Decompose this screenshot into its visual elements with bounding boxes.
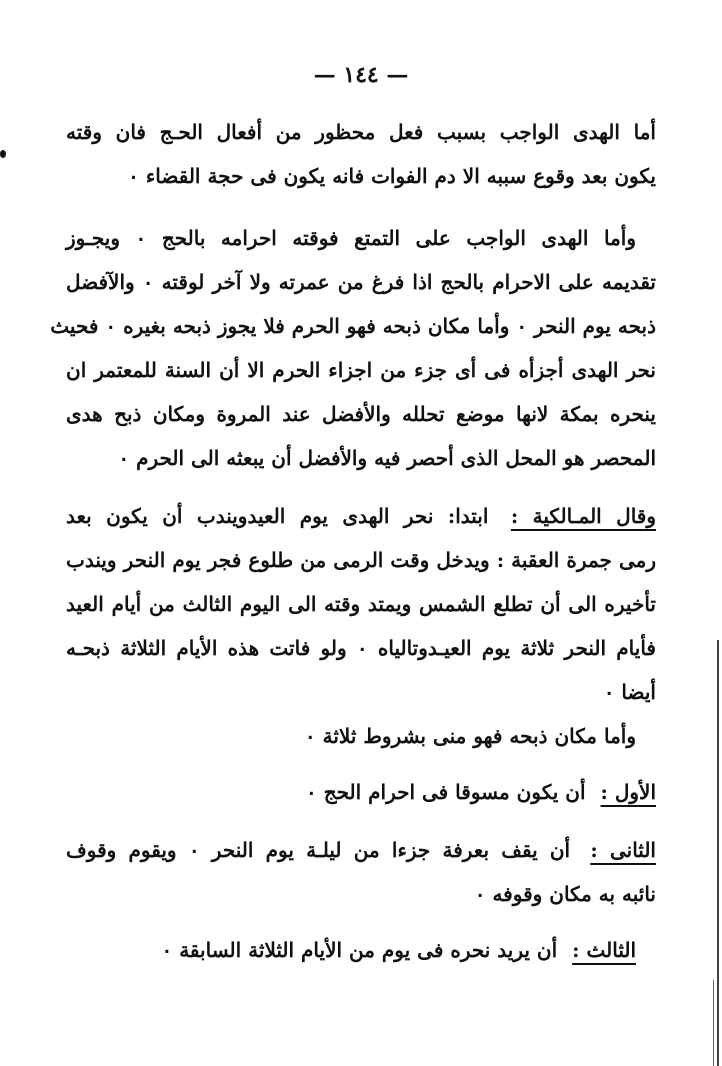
- text-line: [66, 494, 656, 538]
- text-line: ينحره بمكة لانها موضع تحلله والأفضل عند المروة ومكان ذبح هدى: [66, 402, 656, 426]
- text-line: فأيام النحر ثلاثة يوم العيـدوتالياه ٠ ولو فاتت هذه الأيام الثلاثة ذبحـه: [66, 636, 656, 660]
- text-line: نائبه به مكان وقوفه ٠: [474, 882, 656, 906]
- page-edge-line-secondary: [713, 980, 714, 1066]
- text-fragment: أن يريد نحره فى يوم من الأيام الثلاثة السابقة ٠: [161, 938, 558, 962]
- text-line: [66, 928, 656, 972]
- text-line: المحصر هو المحل الذى أحصر فيه والأفضل أن يبعثه الى الحرم ٠: [118, 446, 656, 470]
- text-line: وأما مكان ذبحه فهو منى بشروط ثلاثة ٠: [304, 724, 636, 748]
- text-fragment: أن يكون مسوقا فى احرام الحج ٠: [305, 780, 586, 804]
- text-line: أيضا ٠: [603, 680, 656, 704]
- condition-heading: الثانى :: [590, 838, 656, 862]
- text-line: رمى جمرة العقبة : ويدخل وقت الرمى من طلوع فجر يوم النحر ويندب: [66, 548, 656, 572]
- condition-heading: الأول :: [600, 780, 656, 804]
- section-heading-malikiyya: وقال المـالكية :: [510, 504, 657, 528]
- margin-ink-mark: [0, 150, 6, 158]
- condition-1: [66, 770, 656, 814]
- text-line: ذبحه يوم النحر ٠ وأما مكان ذبحه فهو الحرم فلا يجوز ذبحه بغيره ٠ فحيث: [50, 314, 656, 338]
- condition-heading: الثالث :: [572, 938, 636, 962]
- text-fragment: ابتدا: نحر الهدى يوم العيدويندب أن يكون بعد: [66, 504, 489, 528]
- paragraph-2: [50, 216, 657, 480]
- text-line: [66, 828, 656, 872]
- text-line: [66, 770, 656, 814]
- page-number: — ١٤٤ —: [313, 62, 409, 88]
- text-line: نحر الهدى أجزأه فى أى جزء من اجزاء الحرم الا أن السنة للمعتمر ان: [66, 358, 656, 382]
- paragraph-1: [66, 110, 656, 198]
- text-line: وأما الهدى الواجب على التمتع فوقته احرامه بالحج ٠ ويجـوز: [66, 226, 637, 250]
- page-edge-line: [717, 640, 719, 1066]
- text-fragment: أن يقف بعرفة جزءا من ليلـة يوم النحر ٠ ويقوم وقوف: [66, 838, 571, 862]
- condition-3: [66, 928, 656, 972]
- paragraph-4: [66, 714, 656, 758]
- text-line: يكون بعد وقوع سببه الا دم الفوات فانه يكون فى حجة القضاء ٠: [128, 164, 656, 188]
- paragraph-3: [66, 494, 656, 714]
- text-line: أما الهدى الواجب بسبب فعل محظور من أفعال الحـج فان وقته: [66, 120, 656, 144]
- text-line: تأخيره الى أن تطلع الشمس ويمتد وقته الى اليوم الثالث من أيام العيد: [66, 592, 656, 616]
- condition-2: [66, 828, 656, 916]
- text-line: تقديمه على الاحرام بالحج اذا فرغ من عمرته ولا آخر لوقته ٠ والآفضل: [66, 270, 657, 294]
